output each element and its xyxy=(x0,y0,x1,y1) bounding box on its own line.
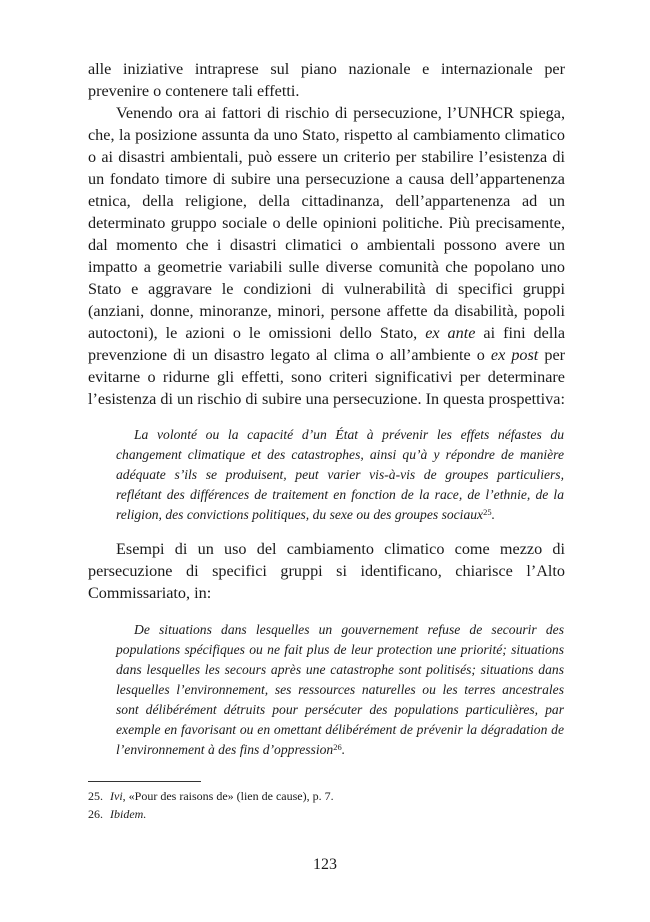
footnote-text: , «Pour des raisons de» (lien de cause), p. 7. xyxy=(122,789,334,803)
footnote-emphasis: Ivi xyxy=(110,789,123,803)
block-quote-2: De situations dans lesquelles un gouvernement refuse de secourir des populations spécifiques ou ne fait plus de leur protection une priorité; situations dans lesquelles les secours après une catastrophe sont politisés; situations dans lesquelles l’environnement, ses ressources naturelles ou les terres ancestrales sont délibérément détruits pour persécuter des populations particulières, par exemple en favorisant ou en omettant délibérément de prévenir la dégradation de l’environnement à des fins d’oppression$^{26}$. xyxy=(116,622,564,757)
page-number: 123 xyxy=(313,856,337,873)
paragraph-2 xyxy=(88,102,565,410)
footnote-number: 26. xyxy=(88,807,103,821)
footnote-separator xyxy=(88,781,201,782)
block-quote-1-text: La volonté ou la capacité d’un État à prévenir les effets néfastes du changement climatique et des catastrophes, ainsi qu’à y répondre de manière adéquate s’ils se produisent, peut varier vis-à-vis de groupes particuliers, reflétant des différences de traitement en fonction de la race, de l’ethnie, de la religion, des convictions politiques, du sexe ou des groupes sociaux xyxy=(116,427,564,522)
block-quote-1: La volonté ou la capacité d’un État à prévenir les effets néfastes du changement climatique et des catastrophes, ainsi qu’à y répondre de manière adéquate s’ils se produisent, peut varier vis-à-vis de groupes particuliers, reflétant des différences de traitement en fonction de la race, de l’ethnie, de la religion, des convictions politiques, du sexe ou des groupes sociaux$^{25}$. xyxy=(116,427,564,522)
footnote-number: 25. xyxy=(88,789,103,803)
paragraph-2-emphasis-ex-post: ex post xyxy=(490,346,539,364)
paragraph-1: alle iniziative intraprese sul piano nazionale e internazionale per prevenire o contenere tali effetti. xyxy=(88,60,565,100)
footnote-25 xyxy=(88,787,334,805)
footnote-ref-26[interactable]: 26 xyxy=(333,742,342,752)
block-quote-2-text: De situations dans lesquelles un gouvernement refuse de secourir des populations spécifiques ou ne fait plus de leur protection une priorité; situations dans lesquelles les secours après une catastrophe sont politisés; situations dans lesquelles l’environnement, ses ressources naturelles ou les terres ancestrales sont délibérément détruits pour persécuter des populations particulières, par exemple en favorisant ou en omettant délibérément de prévenir la dégradation de l’environnement à des fins d’oppression xyxy=(116,622,564,757)
paragraph-3: Esempi di un uso del cambiamento climatico come mezzo di persecuzione di specifici gruppi si identificano, chiarisce l’Alto Commissariato, in: xyxy=(88,540,565,602)
paragraph-2-emphasis-ex-ante: ex ante xyxy=(425,324,476,342)
footnotes xyxy=(88,787,334,823)
footnote-ref-25[interactable]: 25 xyxy=(483,507,492,517)
footnote-emphasis: Ibidem. xyxy=(110,807,147,821)
paragraph-2-text-b: ai fini della prevenzione di un disastro legato al clima o all’ambiente o xyxy=(88,324,566,364)
page-body xyxy=(88,58,565,760)
paragraph-2-text-a: Venendo ora ai fattori di rischio di persecuzione, l’UNHCR spiega, che, la posizione assunta da uno Stato, rispetto al cambiamento climatico o ai disastri ambientali, può essere un criterio per stabilire l’esistenza di un fondato timore di subire una persecuzione a causa dell’appartenenza etnica, della religione, della cittadinanza, dell’appartenenza ad un determinato gruppo sociale o delle opinioni politiche. Più precisamente, dal momento che i disastri climatici o ambientali possono avere un impatto a geometrie variabili sulle diverse comunità che popolano uno Stato e aggravare le condizioni di vulnerabilità di specifici gruppi (anziani, donne, minoranze, minori, persone affette da disabilità, popoli autoctoni), le azioni o le omissioni dello Stato, xyxy=(88,104,565,342)
paragraph-2-text-c: per evitarne o ridurne gli effetti, sono criteri significativi per determinare l’esistenza di un rischio di subire una persecuzione. In questa prospettiva: xyxy=(88,346,566,408)
footnote-26 xyxy=(88,805,334,823)
